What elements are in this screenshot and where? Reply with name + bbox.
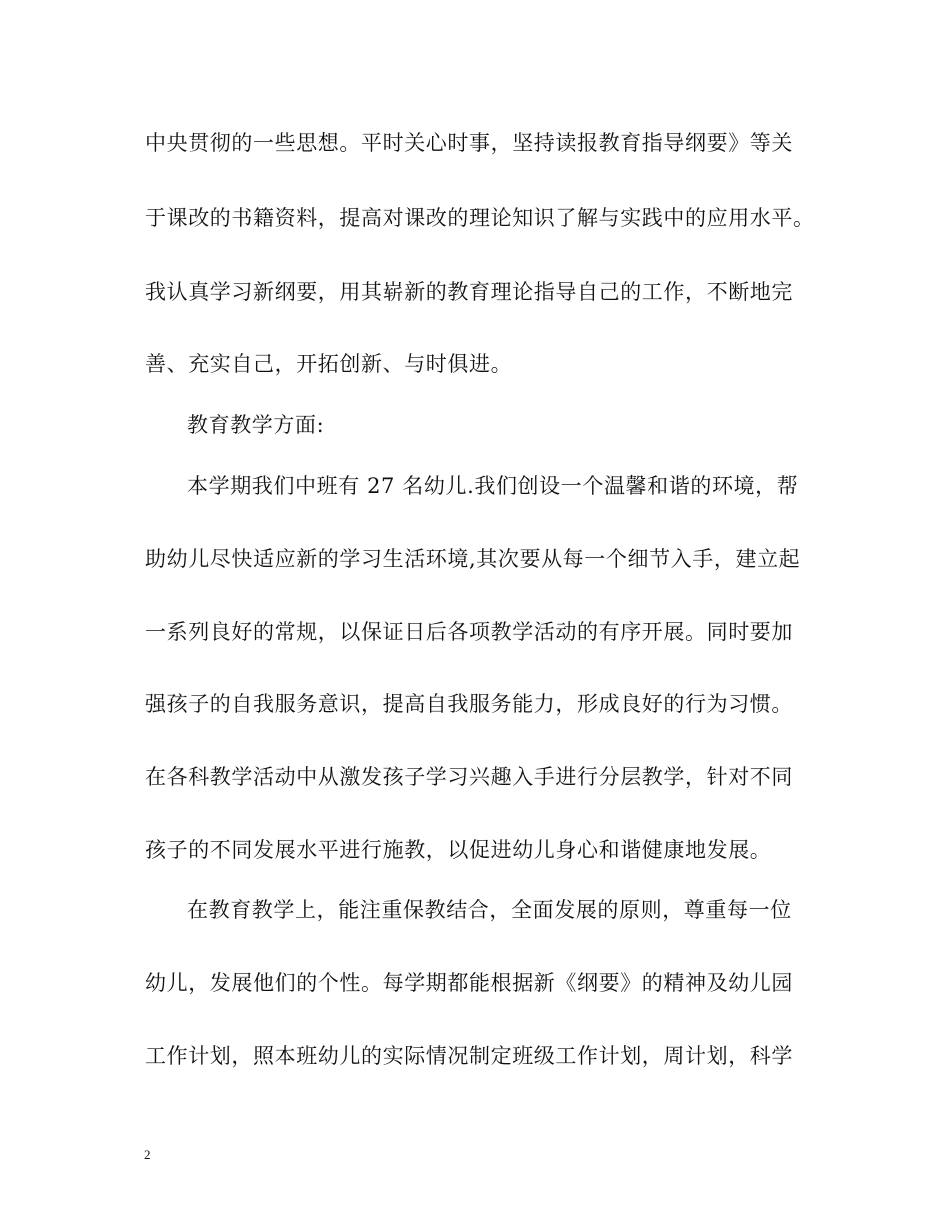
section-heading: 教育教学方面: (187, 413, 325, 437)
paragraph-line: 在各科教学活动中从激发孩子学习兴趣入手进行分层教学，针对不同 (145, 765, 793, 789)
paragraph-line: 幼儿，发展他们的个性。每学期都能根据新《纲要》的精神及幼儿园 (145, 971, 793, 995)
paragraph-line: 我认真学习新纲要，用其崭新的教育理论指导自己的工作，不断地完 (145, 280, 793, 304)
paragraph-line: 助幼儿尽快适应新的学习生活环境,其次要从每一个细节入手，建立起 (145, 547, 801, 571)
paragraph-line: 孩子的不同发展水平进行施教，以促进幼儿身心和谐健康地发展。 (145, 838, 772, 862)
paragraph-line: 本学期我们中班有 27 名幼儿.我们创设一个温馨和谐的环境，帮 (187, 474, 799, 498)
paragraph-line: 善、充实自己，开拓创新、与时俱进。 (145, 352, 513, 376)
paragraph-line: 工作计划，照本班幼儿的实际情况制定班级工作计划，周计划，科学 (145, 1044, 793, 1068)
paragraph-line: 一系列良好的常规，以保证日后各项教学活动的有序开展。同时要加 (145, 620, 793, 644)
paragraph-line: 强孩子的自我服务意识，提高自我服务能力，形成良好的行为习惯。 (145, 692, 793, 716)
page-number: 2 (144, 1147, 151, 1162)
paragraph-line: 于课改的书籍资料，提高对课改的理论知识了解与实践中的应用水平。 (145, 206, 815, 230)
paragraph-line: 在教育教学上，能注重保教结合，全面发展的原则，尊重每一位 (187, 898, 792, 922)
paragraph-line: 中央贯彻的一些思想。平时关心时事，坚持读报教育指导纲要》等关 (145, 131, 793, 155)
